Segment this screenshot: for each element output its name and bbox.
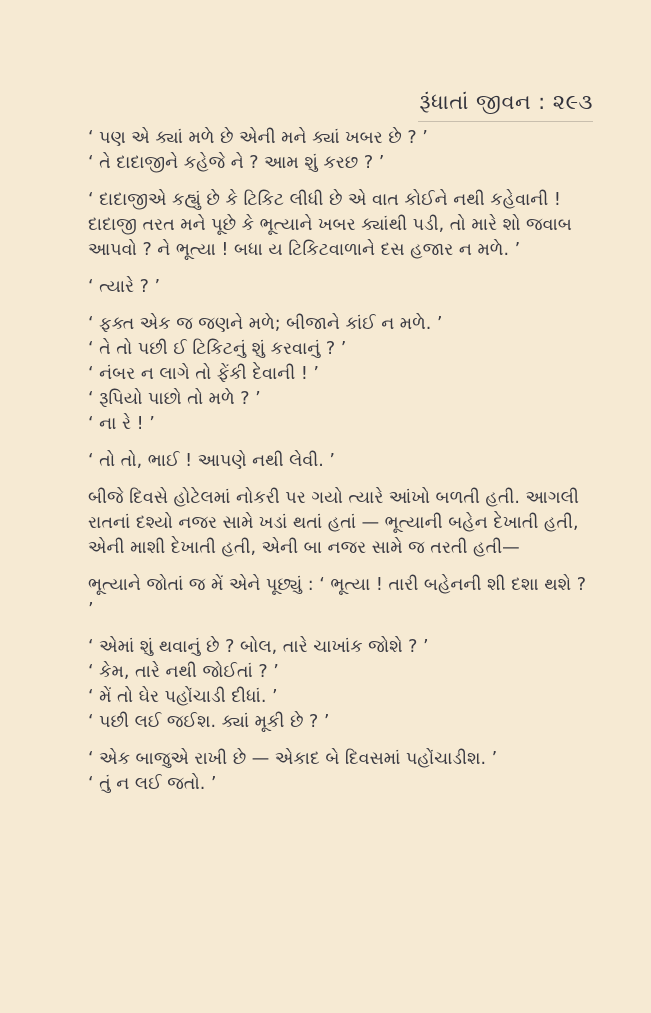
text-line: ‘ દાદાજીએ કહ્યું છે કે ટિકિટ લીધી છે એ વાત કોઈને નથી કહેવાની ! દાદાજી તરત મને પૂછે કે ભૂત્યાને ખબર ક્યાંથી પડી, તો મારે શો જવાબ આપવો ? ને ભૂત્યા ! બધા ય ટિકિટવાળાને દસ હજાર ન મળે. ’ xyxy=(88,190,572,260)
text-line: ભૂત્યાને જોતાં જ મેં એને પૂછ્યું : ‘ ભૂત્યા ! તારી બહેનની શી દશા થશે ? ’ xyxy=(88,575,586,620)
body-text xyxy=(72,126,592,797)
text-line: ‘ તો તો, ભાઈ ! આપણે નથી લેવી. ’ xyxy=(88,451,336,471)
page-number: ૨૯૩ xyxy=(552,90,593,114)
text-line: ‘ ના રે ! ’ xyxy=(88,414,155,434)
text-line: ‘ પછી લઈ જઈશ. ક્યાં મૂકી છે ? ’ xyxy=(88,712,330,732)
text-line: ‘ તું ન લઈ જતો. ’ xyxy=(88,774,217,794)
header-rule xyxy=(418,121,593,122)
text-line: ‘ ત્યારે ? ’ xyxy=(88,277,161,297)
text-line: ‘ મેં તો ઘેર પહોંચાડી દીધાં. ’ xyxy=(88,687,278,707)
text-line: ‘ ફક્ત એક જ જણને મળે; બીજાને કાંઈ ન મળે. ’ xyxy=(88,314,443,334)
header-separator: : xyxy=(538,90,546,114)
running-title: રૂંધાતાં જીવન xyxy=(419,90,532,114)
text-line: ‘ રૂપિયો પાછો તો મળે ? ’ xyxy=(88,389,261,409)
text-line: ‘ નંબર ન લાગે તો ફેંકી દેવાની ! ’ xyxy=(88,364,319,384)
running-header xyxy=(419,90,593,115)
text-line: ‘ તે દાદાજીને કહેજે ને ? આમ શું કરછ ? ’ xyxy=(88,153,385,173)
text-line: ‘ તે તો પછી ઈ ટિકિટનું શું કરવાનું ? ’ xyxy=(88,339,347,359)
text-line: બીજે દિવસે હોટેલમાં નોકરી પર ગયો ત્યારે આંખો બળતી હતી. આગલી રાતનાં દશ્યો નજર સામે ખડાં થતાં હતાં — ભૂત્યાની બહેન દેખાતી હતી, એની માશી દેખાતી હતી, એની બા નજર સામે જ તરતી હતી— xyxy=(88,488,579,558)
text-line: ‘ એક બાજુએ રાખી છે — એકાદ બે દિવસમાં પહોંચાડીશ. ’ xyxy=(88,749,498,769)
text-line: ‘ એમાં શું થવાનું છે ? બોલ, તારે ચાખાંક જોશે ? ’ xyxy=(88,637,429,657)
text-line: ‘ કેમ, તારે નથી જોઈતાં ? ’ xyxy=(88,662,279,682)
text-line: ‘ પણ એ ક્યાં મળે છે એની મને ક્યાં ખબર છે ? ’ xyxy=(88,128,428,148)
